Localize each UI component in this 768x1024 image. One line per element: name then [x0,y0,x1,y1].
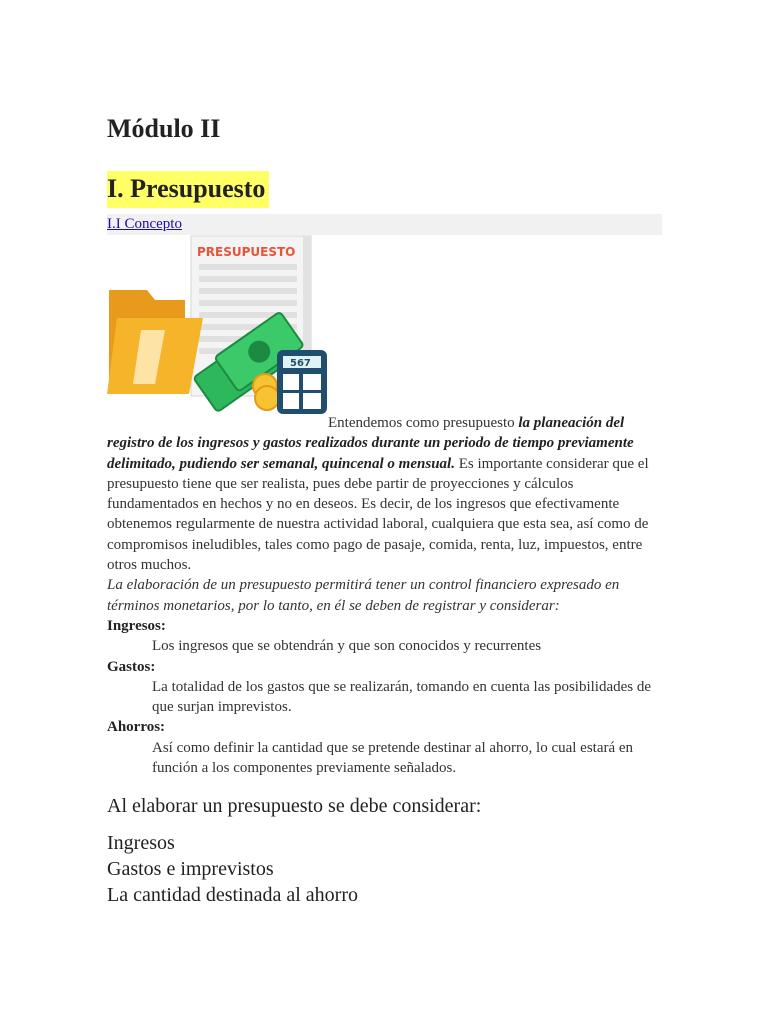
definition-gastos: La totalidad de los gastos que se realizarán, tomando en cuenta las posibilidades de que surjan imprevistos. [152,678,652,716]
intro-text: Entendemos como presupuesto [328,415,519,431]
subsection-bar [107,214,662,235]
consider-item-ahorro: La cantidad destinada al ahorro [107,884,358,906]
document-title-text: PRESUPUESTO [197,245,296,259]
consider-heading: Al elaborar un presupuesto se debe considerar: [107,795,482,817]
definition-ahorros: Así como definir la cantidad que se pretende destinar al ahorro, lo cual estará en función a los componentes previamente señalados. [152,739,634,777]
consider-item-gastos: Gastos e imprevistos [107,858,274,880]
term-ahorros: Ahorros: [107,719,166,736]
calculator-icon [277,350,327,414]
definition-emphasis: la planeación del registro de los ingresos y gastos realizados durante un periodo de tiempo previamente delimitado, pudiendo ser semanal, quincenal o mensual. [107,415,634,472]
budget-illustration [107,234,329,417]
body-text [107,413,663,778]
paragraph-rest: Es importante considerar que el presupuesto tiene que ser realista, pues debe partir de proyecciones y cálculos fundamentados en hechos y no en deseos. Es decir, de los ingresos que efectivamente obtenemos regularmente de nuestra actividad laboral, cualquiera que esta sea, así como de compromisos ineludibles, tales como pago de pasaje, comida, renta, luz, impuestos, entre otros muchos. [107,455,649,574]
concept-paragraph [107,413,663,575]
term-gastos: Gastos: [107,658,156,675]
consider-item-ingresos: Ingresos [107,832,175,854]
definition-ingresos: Los ingresos que se obtendrán y que son conocidos y recurrentes [152,638,542,655]
calculator-display-text: 567 [290,358,311,369]
subsection-link-concepto[interactable]: I.I Concepto [107,216,182,232]
module-title: Módulo II [107,114,221,143]
folder-icon [107,290,203,394]
term-ingresos: Ingresos: [107,617,166,634]
section-title: I. Presupuesto [107,171,269,208]
italic-paragraph: La elaboración de un presupuesto permitirá tener un control financiero expresado en términos monetarios, por lo tanto, en él se deben de registrar y considerar: [107,577,620,614]
